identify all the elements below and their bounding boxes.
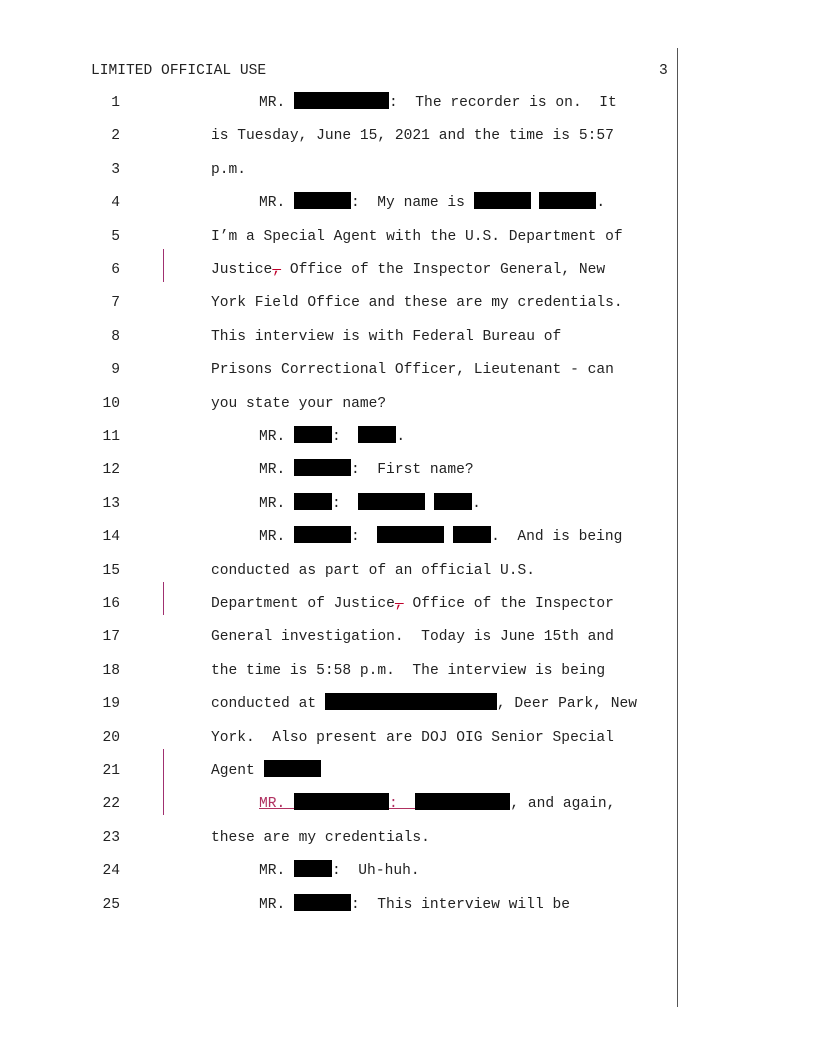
line-text (211, 326, 561, 348)
line-number: 9 (111, 362, 120, 379)
transcript-line (0, 393, 677, 415)
line-number: 10 (102, 395, 120, 412)
text-segment: York. Also present are DOJ OIG Senior Special (211, 729, 614, 746)
transcript-line (0, 459, 677, 481)
line-number: 17 (102, 629, 120, 646)
line-number: 22 (102, 796, 120, 813)
text-segment: . (472, 495, 481, 512)
line-number: 19 (102, 696, 120, 713)
line-text (211, 393, 386, 415)
text-segment: : This interview will be (351, 896, 570, 913)
line-text (211, 660, 605, 682)
text-segment: MR. (259, 863, 295, 880)
text-segment: , Deer Park, New (496, 696, 637, 713)
text-segment: . (396, 429, 406, 445)
text-segment: p.m. (211, 161, 247, 178)
transcript-line (0, 760, 677, 782)
transcript-line (0, 894, 677, 916)
transcript-line (0, 426, 677, 448)
redaction-bar (294, 92, 389, 109)
line-text (211, 359, 614, 381)
line-number: 6 (111, 262, 120, 278)
line-number: 18 (102, 662, 120, 679)
transcript-line (0, 359, 677, 381)
line-text (211, 727, 614, 749)
line-text (211, 760, 321, 782)
text-segment: . (596, 195, 606, 212)
line-number: 7 (111, 295, 120, 312)
text-segment: MR. (259, 195, 295, 212)
transcript-line (0, 326, 677, 348)
redaction-bar (325, 693, 497, 710)
redaction-bar (415, 793, 510, 810)
text-segment (425, 496, 434, 512)
transcript-line (0, 593, 677, 615)
line-number: 2 (111, 128, 120, 145)
line-text (211, 159, 246, 181)
text-segment: Office of the Inspector (403, 596, 614, 612)
text-segment (531, 195, 540, 211)
text-segment: : First name? (351, 462, 474, 479)
line-text (211, 560, 535, 582)
line-number: 8 (111, 328, 120, 345)
transcript-line (0, 693, 677, 715)
inserted-text: : (389, 796, 416, 813)
text-segment: General investigation. Today is June 15th and (211, 629, 614, 646)
text-segment: : (332, 429, 359, 445)
transcript-line (0, 827, 677, 849)
line-text (211, 226, 623, 248)
line-number: 24 (102, 863, 120, 880)
text-segment: MR. (259, 462, 295, 479)
line-number: 21 (102, 763, 120, 779)
transcript-line (0, 526, 677, 548)
redaction-bar (294, 493, 332, 510)
transcript-line (0, 727, 677, 749)
right-margin-rule (677, 48, 678, 1007)
line-number: 25 (102, 896, 120, 913)
text-segment: you state your name? (211, 395, 387, 412)
line-text (259, 894, 570, 916)
redaction-bar (453, 526, 491, 543)
transcript-line (0, 560, 677, 582)
line-text (259, 493, 481, 515)
line-number: 5 (111, 228, 120, 245)
redaction-bar (294, 526, 351, 543)
text-segment: MR. (259, 495, 295, 512)
redaction-bar (358, 426, 396, 443)
text-segment: : The recorder is on. It (389, 95, 617, 111)
line-text (211, 693, 637, 715)
line-text (211, 292, 623, 314)
text-segment: is Tuesday, June 15, 2021 and the time is 5:57 (211, 128, 614, 145)
page-number: 3 (659, 63, 668, 79)
line-number: 16 (102, 596, 120, 612)
text-segment: I’m a Special Agent with the U.S. Department of (211, 228, 623, 245)
transcript-line (0, 626, 677, 648)
transcript-line (0, 92, 677, 114)
line-text (259, 192, 605, 214)
text-segment: Office of the Inspector General, New (281, 262, 606, 278)
line-text (211, 259, 605, 281)
text-segment: Prisons Correctional Officer, Lieutenant - can (211, 362, 614, 379)
redaction-bar (294, 860, 332, 877)
line-number: 14 (102, 529, 120, 546)
transcript-line (0, 259, 677, 281)
line-text (259, 92, 617, 114)
text-segment: MR. (259, 529, 295, 546)
line-number: 4 (111, 195, 120, 212)
redaction-bar (294, 192, 351, 209)
text-segment: the time is 5:58 p.m. The interview is being (211, 662, 606, 679)
text-segment: these are my credentials. (211, 829, 430, 846)
transcript-line (0, 660, 677, 682)
line-text (259, 426, 405, 448)
text-segment: MR. (259, 896, 295, 913)
redaction-bar (474, 192, 531, 209)
text-segment: York Field Office and these are my credentials. (211, 295, 623, 312)
text-segment (444, 529, 453, 545)
text-segment: Department of Justice (211, 596, 395, 612)
text-segment: : (351, 529, 378, 546)
deleted-text: , (272, 262, 282, 278)
line-text (211, 827, 430, 849)
transcript-line (0, 192, 677, 214)
text-segment: : Uh-huh. (332, 863, 420, 880)
transcript-line (0, 860, 677, 882)
text-segment: Agent (211, 763, 264, 779)
transcript-line (0, 125, 677, 147)
text-segment: MR. (259, 95, 295, 111)
transcript-line (0, 793, 677, 815)
text-segment: Justice (211, 262, 273, 278)
redaction-bar (294, 426, 332, 443)
text-segment: : My name is (351, 195, 474, 212)
redaction-bar (377, 526, 444, 543)
line-number: 3 (111, 161, 120, 178)
text-segment: This interview is with Federal Bureau of (211, 328, 562, 345)
transcript-line (0, 159, 677, 181)
redaction-bar (358, 493, 425, 510)
line-text (259, 459, 474, 481)
deleted-text: , (394, 596, 404, 612)
redaction-bar (294, 459, 351, 476)
line-number: 15 (102, 562, 120, 579)
line-text (211, 626, 614, 648)
line-text (211, 125, 614, 147)
redaction-bar (434, 493, 472, 510)
redaction-bar (539, 192, 596, 209)
classification-header: LIMITED OFFICIAL USE (91, 63, 267, 79)
transcript-line (0, 493, 677, 515)
line-number: 23 (102, 829, 120, 846)
line-text (259, 860, 420, 882)
line-number: 12 (102, 462, 120, 479)
line-number: 11 (102, 429, 120, 445)
text-segment: conducted at (211, 696, 325, 713)
line-text (259, 793, 615, 815)
line-text (259, 526, 622, 548)
line-number: 1 (111, 95, 120, 111)
inserted-text: MR. (259, 796, 295, 813)
text-segment: conducted as part of an official U.S. (211, 562, 536, 579)
redaction-bar (294, 894, 351, 911)
line-number: 20 (102, 729, 120, 746)
redaction-bar (264, 760, 321, 777)
transcript-line (0, 226, 677, 248)
text-segment: : (332, 495, 359, 512)
text-segment: MR. (259, 429, 295, 445)
transcript-line (0, 292, 677, 314)
line-number: 13 (102, 495, 120, 512)
redaction-bar (294, 793, 389, 810)
text-segment: . And is being (491, 529, 623, 546)
line-text (211, 593, 614, 615)
text-segment: , and again, (510, 796, 616, 813)
